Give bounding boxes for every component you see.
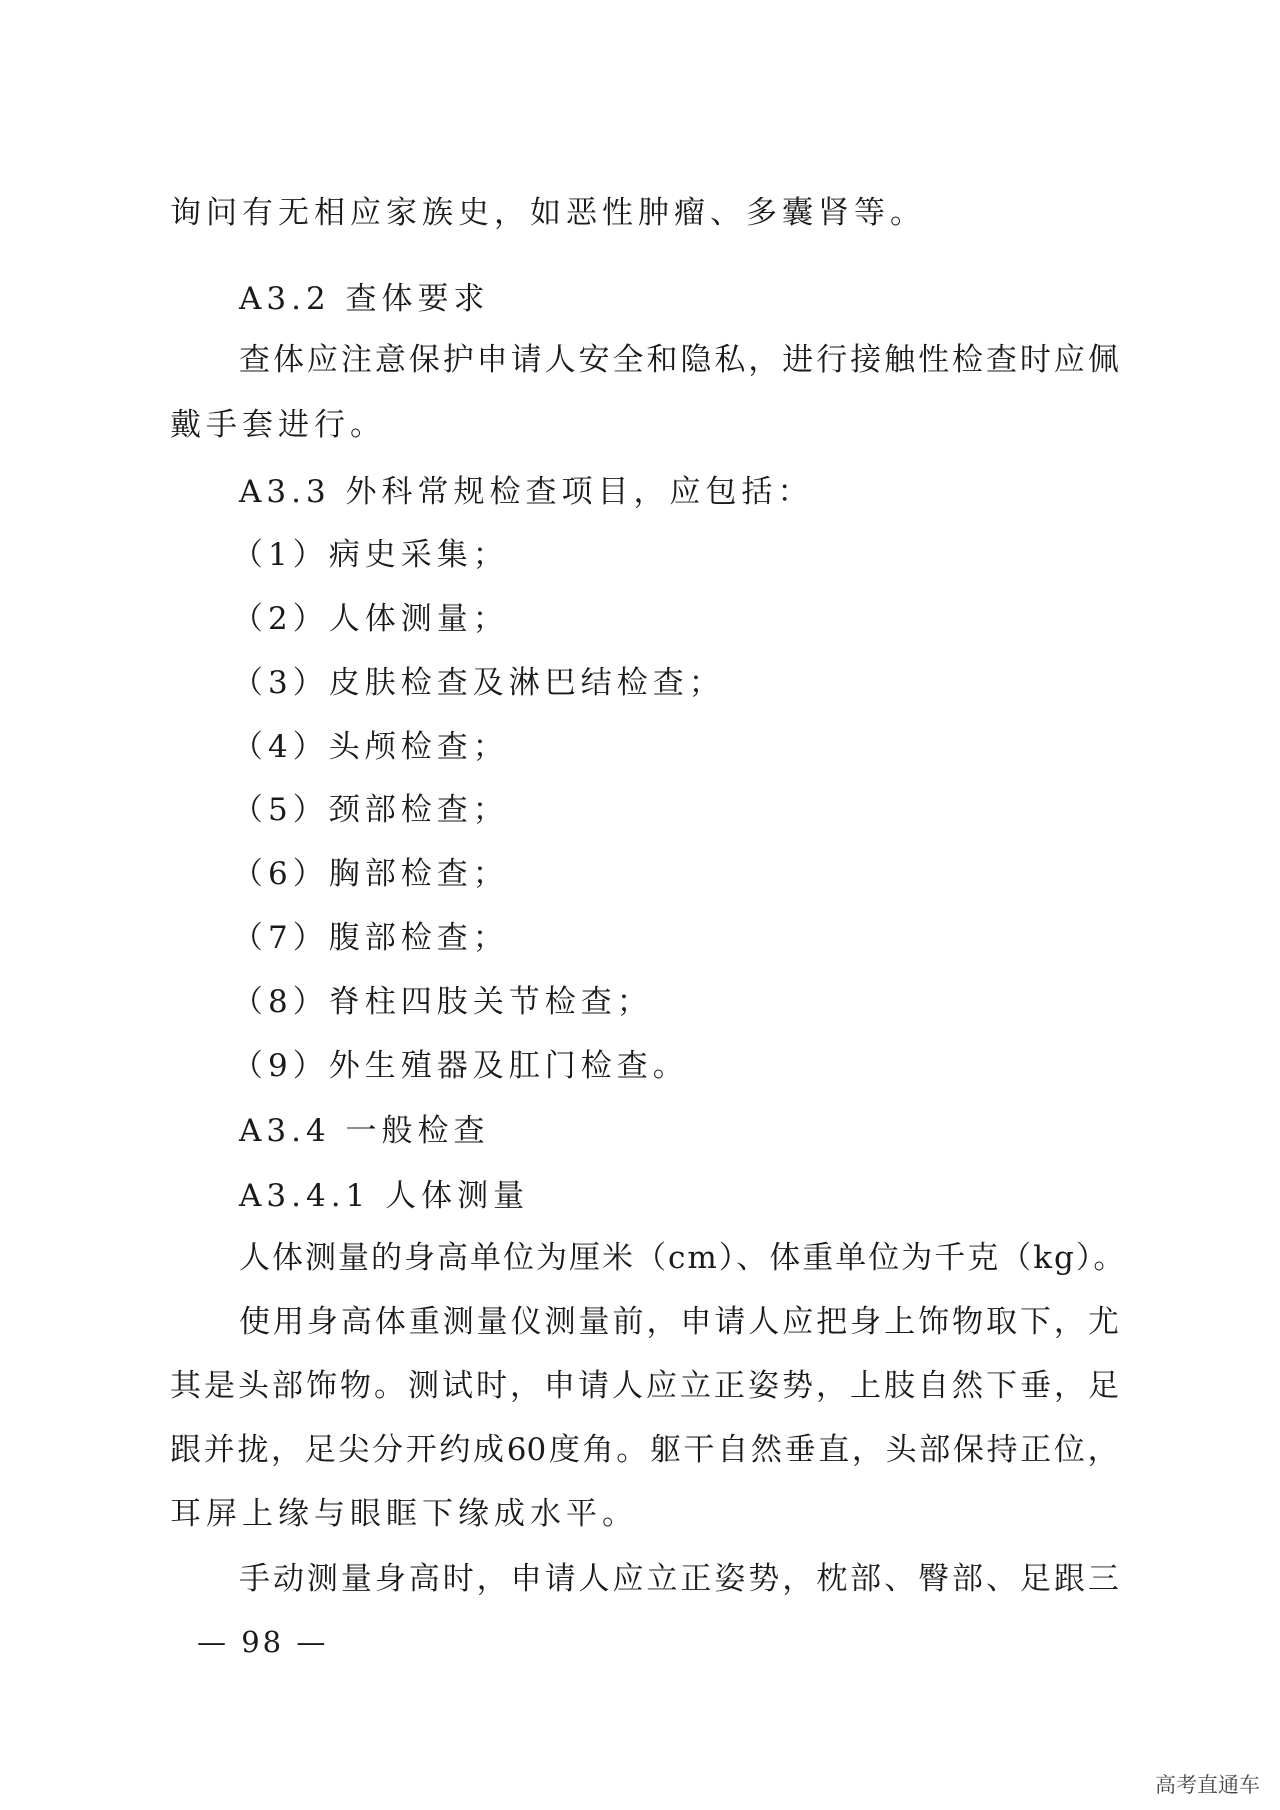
list-item: （1）病史采集；: [232, 537, 509, 573]
list-item: （7）腹部检查；: [232, 920, 509, 956]
list-item: （5）颈部检查；: [232, 792, 509, 828]
list-item: （4）头颅检查；: [232, 729, 509, 765]
list-item: （6）胸部检查；: [232, 856, 509, 892]
subsection-heading: A3.4.1 人体测量: [239, 1178, 530, 1214]
text-line: 询问有无相应家族史，如恶性肿瘤、多囊肾等。: [170, 195, 926, 231]
list-item: （3）皮肤检查及淋巴结检查；: [232, 665, 725, 701]
section-heading: A3.4 一般检查: [239, 1113, 490, 1149]
list-item: （9）外生殖器及肛门检查。: [232, 1048, 689, 1084]
text-line: 跟 并 拢 ， 足 尖 分 开 约 成 60 度 角 。 躯 干 自 然 垂 直 ， 头 部 保 持 正 位 ，: [170, 1432, 1119, 1468]
watermark: 高考直通车: [1149, 1770, 1266, 1800]
page-number: — 98 —: [197, 1625, 329, 1659]
list-item: （8）脊柱四肢关节检查；: [232, 984, 653, 1020]
section-heading: A3.2 查体要求: [239, 281, 490, 317]
text-line: 手 动 测 量 身 高 时 ， 申 请 人 应 立 正 姿 势 ， 枕 部 、 臀 部 、 足 跟 三: [239, 1561, 1119, 1597]
text-line: 使 用 身 高 体 重 测 量 仪 测 量 前 ， 申 请 人 应 把 身 上 饰 物 取 下 ， 尤: [239, 1304, 1119, 1340]
text-line: 耳屏上缘与眼眶下缘成水平。: [170, 1496, 638, 1532]
text-line: 人体测量的身高单位为厘米（cm）、体重单位为千克（kg）。: [239, 1240, 1127, 1276]
text-line: 查 体 应 注 意 保 护 申 请 人 安 全 和 隐 私 ， 进 行 接 触 性 检 查 时 应 佩: [239, 342, 1119, 378]
list-item: （2）人体测量；: [232, 601, 509, 637]
text-line: 戴手套进行。: [170, 407, 386, 443]
section-heading: A3.3 外科常规检查项目，应包括：: [239, 474, 814, 510]
text-line: 其 是 头 部 饰 物 。 测 试 时 ， 申 请 人 应 立 正 姿 势 ， 上 肢 自 然 下 垂 ， 足: [170, 1368, 1119, 1404]
